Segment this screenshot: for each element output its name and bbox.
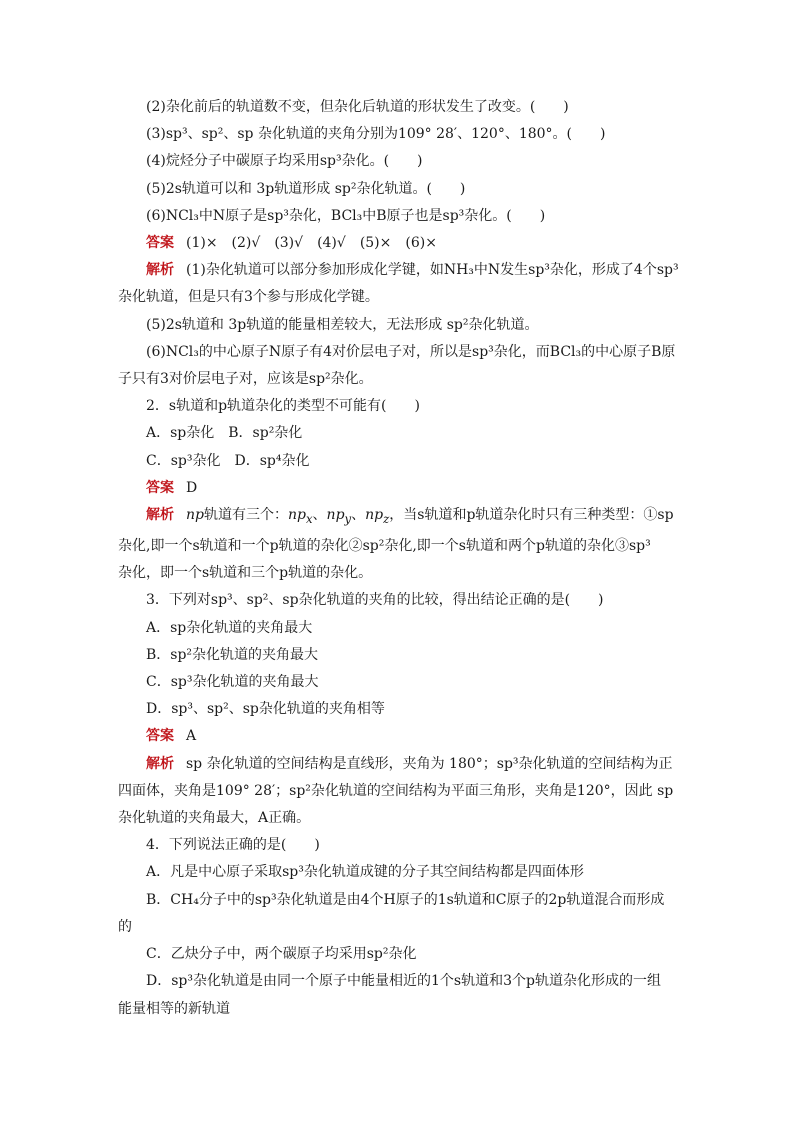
answer-label: 答案 (146, 479, 174, 496)
analysis-2-cont-1: 杂化,即一个s轨道和一个p轨道的杂化②sp²杂化,即一个s轨道和两个p轨道的杂化③sp³ (118, 538, 651, 555)
analysis-1-6-cont: 子只有3对价层电子对，应该是sp²杂化。 (118, 371, 373, 388)
npy-term: np (326, 507, 345, 524)
analysis-label: 解析 (146, 755, 174, 772)
npx-sub: x (305, 511, 313, 526)
question-4-option-a: A．凡是中心原子采取sp³杂化轨道成键的分子其空间结构都是四面体形 (146, 864, 584, 881)
question-3-option-c: C．sp³杂化轨道的夹角最大 (146, 674, 319, 691)
analysis-text-tail: ，当s轨道和p轨道杂化时只有三种类型：①sp (389, 507, 674, 524)
question-3-option-b: B．sp²杂化轨道的夹角最大 (146, 646, 319, 663)
analysis-1-5: (5)2s轨道和 3p轨道的能量相差较大，无法形成 sp²杂化轨道。 (146, 316, 539, 333)
analysis-2-cont-2: 杂化，即一个s轨道和三个p轨道的杂化。 (118, 565, 373, 582)
statement-4: (4)烷烃分子中碳原子均采用sp³杂化。( ) (146, 153, 423, 170)
analysis-1 (118, 257, 680, 284)
answer-3 (118, 723, 680, 750)
analysis-3-cont-1: 四面体，夹角是109° 28′；sp²杂化轨道的空间结构为平面三角形，夹角是120°，因此 sp (118, 782, 674, 799)
analysis-label: 解析 (146, 262, 174, 279)
statement-2: (2)杂化前后的轨道数不变，但杂化后轨道的形状发生了改变。( ) (146, 99, 569, 115)
analysis-text: sp 杂化轨道的空间结构是直线形，夹角为 180°；sp³杂化轨道的空间结构为正 (186, 755, 673, 772)
question-4-option-d: D．sp³杂化轨道是由同一个原子中能量相近的1个s轨道和3个p轨道杂化形成的一组 (146, 973, 661, 990)
answer-text: D (186, 479, 198, 496)
question-4-option-c: C．乙炔分子中，两个碳原子均采用sp²杂化 (146, 946, 417, 963)
answer-label: 答案 (146, 235, 174, 252)
analysis-text: (1)杂化轨道可以部分参加形成化学键，如NH₃中N发生sp³杂化，形成了4个sp³ (186, 262, 679, 279)
question-4-option-b-cont: 的 (118, 918, 132, 935)
answer-text: (1)× (2)√ (3)√ (4)√ (5)× (6)× (186, 235, 437, 252)
np-term: np (186, 507, 204, 524)
npz-term: np (365, 507, 384, 524)
analysis-label: 解析 (146, 507, 174, 524)
statement-6: (6)NCl₃中N原子是sp³杂化，BCl₃中B原子也是sp³杂化。( ) (146, 207, 546, 224)
term-sep: 、 (351, 507, 366, 524)
answer-label: 答案 (146, 728, 174, 745)
question-2-options-cd: C．sp³杂化 D．sp⁴杂化 (146, 452, 310, 469)
question-4: 4．下列说法正确的是( ) (146, 837, 320, 854)
question-4-option-d-cont: 能量相等的新轨道 (118, 1000, 230, 1017)
analysis-3-cont-2: 杂化轨道的夹角最大，A正确。 (118, 810, 311, 827)
npz-sub: z (383, 511, 390, 526)
question-4-option-b: B．CH₄分子中的sp³杂化轨道是由4个H原子的1s轨道和C原子的2p轨道混合而形成 (146, 891, 665, 908)
question-3: 3．下列对sp³、sp²、sp杂化轨道的夹角的比较，得出结论正确的是( ) (146, 592, 604, 609)
analysis-1-6: (6)NCl₃的中心原子N原子有4对价层电子对，所以是sp³杂化，而BCl₃的中心原子B原 (146, 343, 676, 360)
answer-2 (118, 475, 680, 502)
question-3-option-a: A．sp杂化轨道的夹角最大 (146, 619, 313, 636)
analysis-3 (118, 751, 680, 778)
npy-sub: y (344, 511, 352, 526)
analysis-text: 轨道有三个： (203, 507, 288, 524)
document-body (118, 94, 680, 1023)
answer-text: A (186, 728, 197, 745)
analysis-1-cont: 杂化轨道，但是只有3个参与形成化学键。 (118, 289, 379, 306)
question-2: 2．s轨道和p轨道杂化的类型不可能有( ) (146, 398, 420, 415)
term-sep: 、 (312, 507, 327, 524)
statement-5: (5)2s轨道可以和 3p轨道形成 sp²杂化轨道。( ) (146, 180, 466, 197)
question-2-options-ab: A．sp杂化 B．sp²杂化 (146, 425, 303, 442)
question-3-option-d: D．sp³、sp²、sp杂化轨道的夹角相等 (146, 701, 385, 718)
statement-3: (3)sp³、sp²、sp 杂化轨道的夹角分别为109° 28′、120°、180°。( ) (146, 126, 606, 143)
analysis-2 (118, 502, 680, 533)
npx-term: np (287, 507, 306, 524)
answer-1 (118, 230, 680, 257)
